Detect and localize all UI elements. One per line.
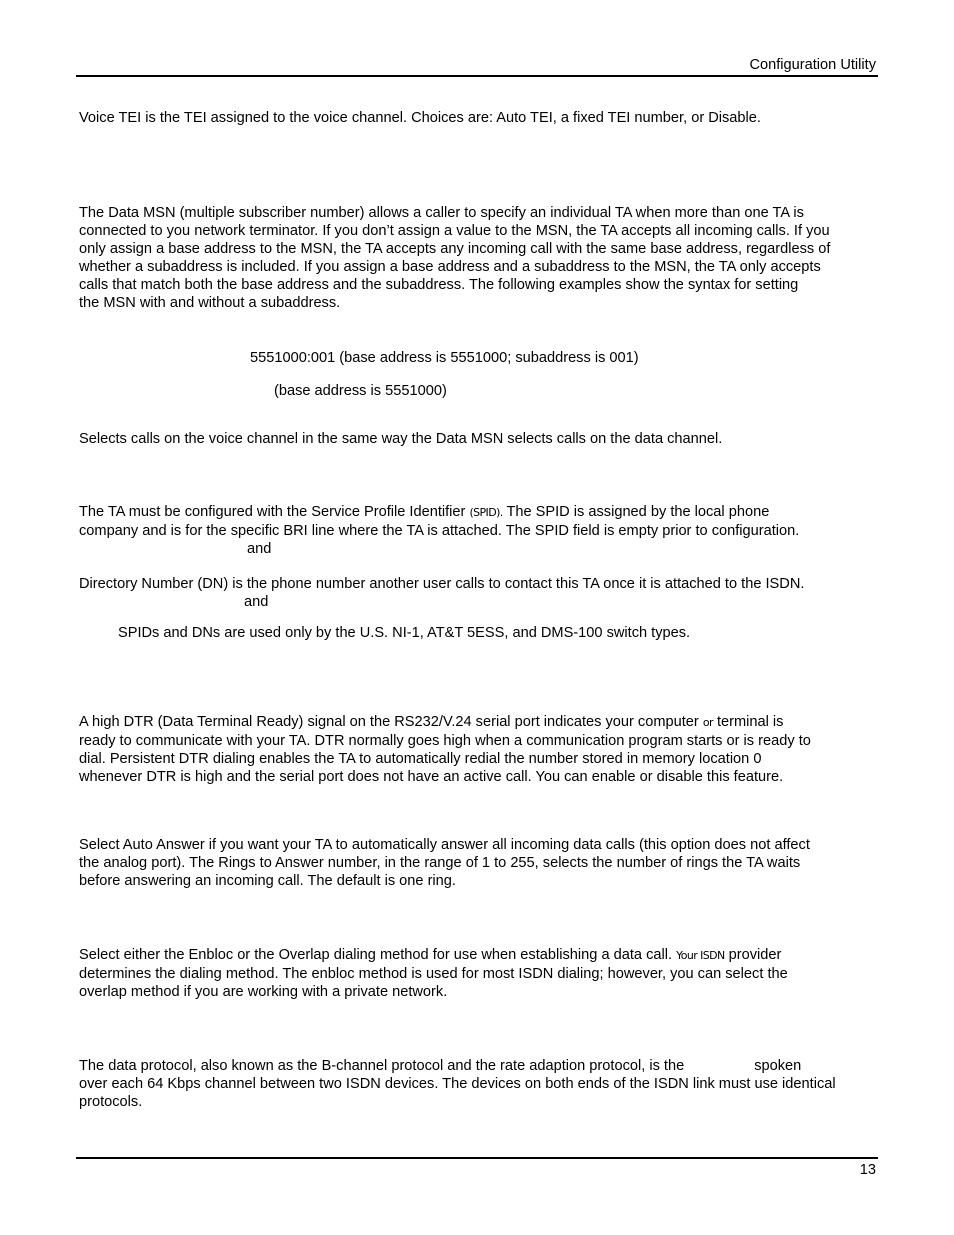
text-line: calls that match both the base address and the subaddress. The following examples show the syntax for setting <box>79 277 799 293</box>
text-run: The SPID is assigned by the local phone <box>502 504 770 520</box>
text-run: terminal is <box>716 714 784 730</box>
page-number: 13 <box>859 1162 876 1178</box>
text-run: Select either the Enbloc or the Overlap dialing method for use when establishing a data call. <box>79 947 673 963</box>
data-protocol-paragraph <box>79 1057 879 1111</box>
spid-acronym: (SPID). <box>469 506 503 519</box>
text-line: overlap method if you are working with a private network. <box>79 984 448 1000</box>
text-line <box>79 713 879 732</box>
data-msn-paragraph <box>79 204 879 312</box>
msn-example-base-address: (base address is 5551000) <box>274 383 447 399</box>
dialing-method-paragraph <box>79 946 879 1001</box>
text-line: Select Auto Answer if you want your TA to automatically answer all incoming data calls (this option does not affect <box>79 837 810 853</box>
text-line: ready to communicate with your TA. DTR normally goes high when a communication program starts or is ready to <box>79 733 811 749</box>
text-line: Directory Number (DN) is the phone number another user calls to contact this TA once it is attached to the ISDN. <box>79 576 805 592</box>
text-line: whenever DTR is high and the serial port does not have an active call. You can enable or disable this feature. <box>79 769 784 785</box>
dtr-paragraph <box>79 713 879 786</box>
text-run: The data protocol, also known as the B-channel protocol and the rate adaption protocol, is the <box>79 1058 685 1074</box>
text-line: protocols. <box>79 1094 143 1110</box>
text-line: The Data MSN (multiple subscriber number) allows a caller to specify an individual TA when more than one TA is <box>79 205 804 221</box>
auto-answer-paragraph <box>79 836 879 890</box>
text-line: company and is for the specific BRI line where the TA is attached. The SPID field is empty prior to configuration. <box>79 523 800 539</box>
text-line <box>79 946 879 965</box>
dn-paragraph <box>79 575 879 611</box>
voice-msn-paragraph: Selects calls on the voice channel in the same way the Data MSN selects calls on the data channel. <box>79 431 723 447</box>
text-line: only assign a base address to the MSN, the TA accepts any incoming call with the same base address, regardless of <box>79 241 831 257</box>
text-line: before answering an incoming call. The default is one ring. <box>79 873 456 889</box>
spid-note: SPIDs and DNs are used only by the U.S. NI-1, AT&T 5ESS, and DMS-100 switch types. <box>118 625 691 641</box>
text-line: over each 64 Kbps channel between two ISDN devices. The devices on both ends of the ISDN link must use identical <box>79 1076 836 1092</box>
text-line: determines the dialing method. The enbloc method is used for most ISDN dialing; however, you can select the <box>79 966 788 982</box>
text-line: the analog port). The Rings to Answer number, in the range of 1 to 255, selects the number of rings the TA waits <box>79 855 801 871</box>
text-line: whether a subaddress is included. If you assign a base address and a subaddress to the MSN, the TA only accepts <box>79 259 821 275</box>
spid-paragraph <box>79 503 879 558</box>
text-line <box>79 1057 879 1075</box>
header-rule <box>76 75 878 77</box>
text-line: the MSN with and without a subaddress. <box>79 295 341 311</box>
text-run: A high DTR (Data Terminal Ready) signal on the RS232/V.24 serial port indicates your computer <box>79 714 699 730</box>
footer-rule <box>76 1157 878 1159</box>
voice-tei-paragraph: Voice TEI is the TEI assigned to the voice channel. Choices are: Auto TEI, a fixed TEI number, or Disable. <box>79 110 761 126</box>
header-title: Configuration Utility <box>749 57 876 73</box>
text-line <box>79 503 879 522</box>
text-line: connected to you network terminator. If you don’t assign a value to the MSN, the TA accepts all incoming calls. If you <box>79 223 830 239</box>
text-run: The TA must be configured with the Service Profile Identifier <box>79 504 470 520</box>
text-run: spoken <box>754 1058 802 1074</box>
text-line: dial. Persistent DTR dialing enables the TA to automatically redial the number stored in memory location 0 <box>79 751 762 767</box>
text-run-small: or <box>702 716 713 729</box>
text-line: and <box>244 594 269 610</box>
text-run: provider <box>728 947 782 963</box>
text-run-small: Your ISDN <box>676 949 725 962</box>
msn-example-with-subaddress: 5551000:001 (base address is 5551000; subaddress is 001) <box>250 350 639 366</box>
text-line: and <box>247 541 272 557</box>
